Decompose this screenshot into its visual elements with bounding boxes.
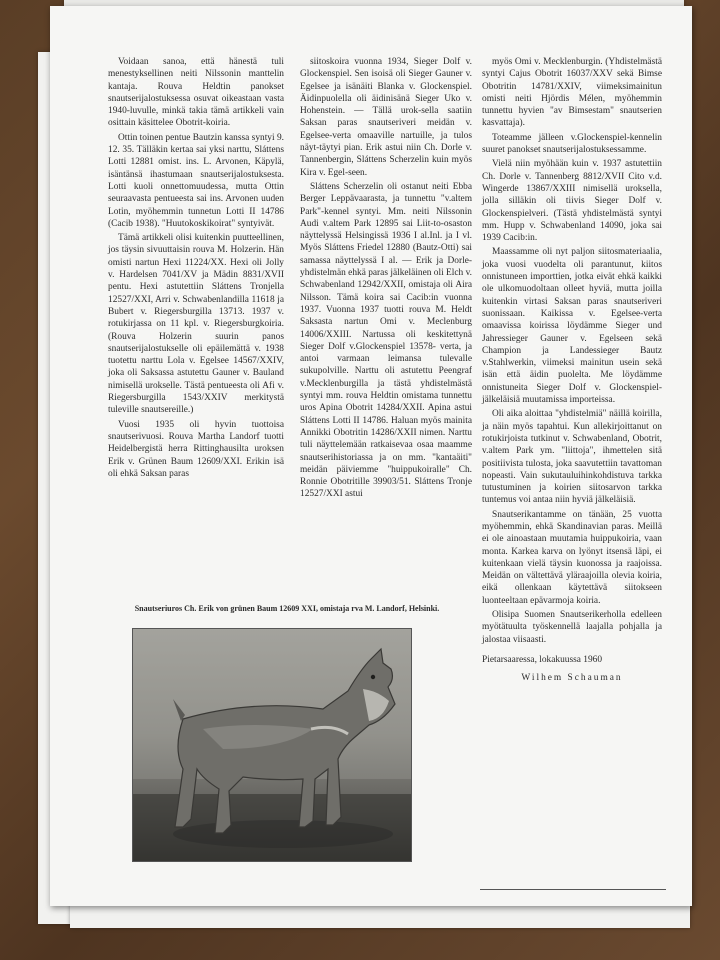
paragraph: Oli aika aloittaa "yhdistelmiä" näillä koirilla, ja näin myös tapahtui. Kun allekirjoittanut on rotukirjoista tutkinut v. Schwabenland, Obotrit, v.altem Park ym. "liittoja", ihmettelen sitä positiivista tulosta, joka saavutettiin tavattoman nopeasti. Vain sukutauluihinkohdistuva tarkka tutustuminen ja koirien siitosarvon tarkka tuntemus voi antaa niin hyviä jälkeläisiä. <box>482 409 662 506</box>
photo-caption: Snautseriuros Ch. Erik von grünen Baum 12609 XXI, omistaja rva M. Landorf, Helsinki. <box>134 604 440 613</box>
text-column-3 <box>482 56 662 687</box>
paragraph: Vielä niin myöhään kuin v. 1937 astutettiin Ch. Dorle v. Tannenberg 8812/XVII Cito v.d. Wingerde 13867/XXIII nimisellä uroksella, jolla silläkin oli tiivis Sieger Dolf v. Glockenspielveri. (Tästä yhdistelmästä syntyi mm. Hupp v. Schwabenland 14090, joka sai 1939 Cacib:in. <box>482 159 662 244</box>
paragraph: Tämä artikkeli olisi kuitenkin puutteellinen, jos täysin sivuuttaisin rouva M. Holzerin. Hän omisti nartun Hexi 11224/XX. Hexi oli Jolly v. Hardelsen 7041/XV ja Mädin 8831/XVII pentu. Hexi astutettiin Sláttens Tronjella 12527/XXI, Arri v. Schwabenlandilla 11618 ja Bubert v. Riegersburgilla 13713. 1937 v. rotukirjassa on 11 kpl. v. Riegersburgkoiria. (Rouva Holzerin suurin panos snautserijalostukselle oli epäilemättä v. 1938 tuotettu narttu Lola v. Egelsee 14567/XXIV, joka oli Saksassa astutettu Gauner v. Bauland nimisellä urokselle. Tästä pentueesta oli Afi v. Riegersburgilla 1543/XXIV merkitystä tuleville snautsereille.) <box>108 233 284 416</box>
document-page <box>50 6 692 906</box>
paragraph: Toteamme jälleen v.Glockenspiel-kennelin suuret panokset snautserijalostuksessamme. <box>482 132 662 156</box>
dog-illustration <box>133 629 411 861</box>
signature: Wilhem Schauman <box>521 673 623 684</box>
place-date: Pietarsaaressa, lokakuussa 1960 <box>482 654 603 665</box>
paragraph: Vuosi 1935 oli hyvin tuottoisa snautserivuosi. Rouva Martha Landorf tuotti Heidelbergistä herra Rittinghausilta uroksen Erik v. Grünen Baum 12609/XXI. Erikin isä oli ehkä Saksan paras <box>108 419 284 479</box>
paragraph: Snautserikantamme on tänään, 25 vuotta myöhemmin, ehkä Skandinavian paras. Meillä ei ole ainoastaan muutamia huippukoiria, vaan monta. Karkea karva on lyönyt itsensä läpi, ei kuitenkaan vielä täysin kuonossa ja raajoissa. Meidän on vältettävä yläraajoilla olevia koiria, eikä ollenkaan käytettävä siitokseen luonteeltaan epävarmoja koiria. <box>482 509 662 606</box>
paragraph: Ottin toinen pentue Bautzin kanssa syntyi 9. 12. 35. Tälläkin kertaa sai yksi narttu, Sláttens Lotti 12881 omist. ins. L. Arvonen, Käpylä, isäntänsä ihastumaan snautserijalostuksesta. Lotti kuoli onnettomuudessa, mutta Ottin seuraavasta pentueesta sai ins. Arvonen uuden Lotin, myöhemmin tunnetun Lotti II 14786 (Cacib 1938). "Huutokoskikoirat" syntyivät. <box>108 132 284 229</box>
bottom-rule <box>480 889 666 890</box>
paragraph: myös Omi v. Mecklenburgin. (Yhdistelmästä syntyi Cajus Obotrit 16037/XXV sekä Bimse Obotritin 14781/XXIV, viimeksimainitun omisti neiti Hjördis Mélen, myöhemmin tunnettu hyvien "av Bimsestam" snautserien kasvattaja). <box>482 57 662 129</box>
paragraph: Voidaan sanoa, että hänestä tuli menestyksellinen neiti Nilssonin manttelin kantaja. Rouva Heldtin panokset snautserijalostuksessa osuvat oikeastaan vasta 1940-luvulle, minkä takia tämä artikkeli vain osittain käsittelee Obotrit-koiria. <box>108 57 284 129</box>
text-column-2 <box>300 56 472 503</box>
schnauzer-photo <box>132 628 412 862</box>
text-column-1 <box>108 56 284 482</box>
paragraph: Maassamme oli nyt paljon siitosmateriaalia, joka vuosi vuodelta oli parantunut, kiitos onnistuneen importtien, jotka eivät ehkä kaikki ole ulkomuodoltaan olleet hyviä, mutta joilla kuitenkin virtasi Saksan paras snautseriveri suonissaan. Kaikissa v. Egelsee-verta omaavissa koirissa löydämme Sieger und Jahressieger Gauner v. Egelseen sekä Champion ja Landessieger Bautz v.Stahlwerkin, viimeksi mainitun usein sekä isän että äidin puolelta. Me löydämme onnistuneita Sieger Dolf v. Glockenspiel-jälkeläisiä muutamissa importeissa. <box>482 247 662 406</box>
paragraph: siitoskoira vuonna 1934, Sieger Dolf v. Glockenspiel. Sen isoisä oli Sieger Gauner v. Egelsee ja isänäiti Blanka v. Glockenspiel. Äidinpuolella oli äidinisänä Sieger Uko v. Hohenstein. — Tällä urok-sella saatiin Saksan paras snautseriveri meidän v. Egelsee-verta omaaville nartuille, ja tulos näyt-täytyi pian. Erik astui niin Ch. Dorle v. Tannenbergin, Sláttens Scherzelin kuin myös Kira v. Egel-seen. <box>300 57 472 178</box>
paragraph: Sláttens Scherzelin oli ostanut neiti Ebba Berger Leppävaarasta, ja tunnettu "v.altem Park"-kennel syntyi. Mm. neiti Nilssonin Audi v.altem Park 12895 sai Liit-to-osaston näyttelyssä Helsingissä 1936 I al.Inl. ja I vl. Myös Sláttens Friedel 12880 (Bautz-Otti) sai samassa näyttelyssä I al. — Erik ja Dorle-yhdistelmän ehkä paras jälkeläinen oli Elch v. Schwabenland 12942/XXII, omistaja oli Aira Nilsson. Tämä koira sai Cacib:in vuonna 1937. Vuonna 1937 tuotti rouva M. Heldt Saksasta nartun Omi v. Meclenburg 14006/XXIII. Nartussa oli keskitettynä Sieger Dolf v.Glockenspiel 13578- verta, ja antoi varmaan leimansa tulevalle sukupolville. Narttu oli astutettu Peengraf v.Mecklenburgilla ja tästä yhdistelmästä syntyi mm. rouva Heldtin omistama tunnettu uros Apina Obotrit 14284/XXII. Apina astui Sláttens Lotti II 14786. Haluan myös mainita Annikki Obotritin 14286/XXII nimen. Narttu tuli näyttelemään ratkaisevaa osaa maamme snautserihistoriassa ja on mm. "kantaäiti" meidän päiviemme "huippukoiralle" Ch. Ronnie Obotritille 39903/51. Sláttens Tronje 12527/XXI astui <box>300 181 472 500</box>
paragraph: Olisipa Suomen Snautserikerholla edelleen myötätuulta työskennellä laajalla pohjalla ja jalostaa viisaasti. <box>482 610 662 645</box>
